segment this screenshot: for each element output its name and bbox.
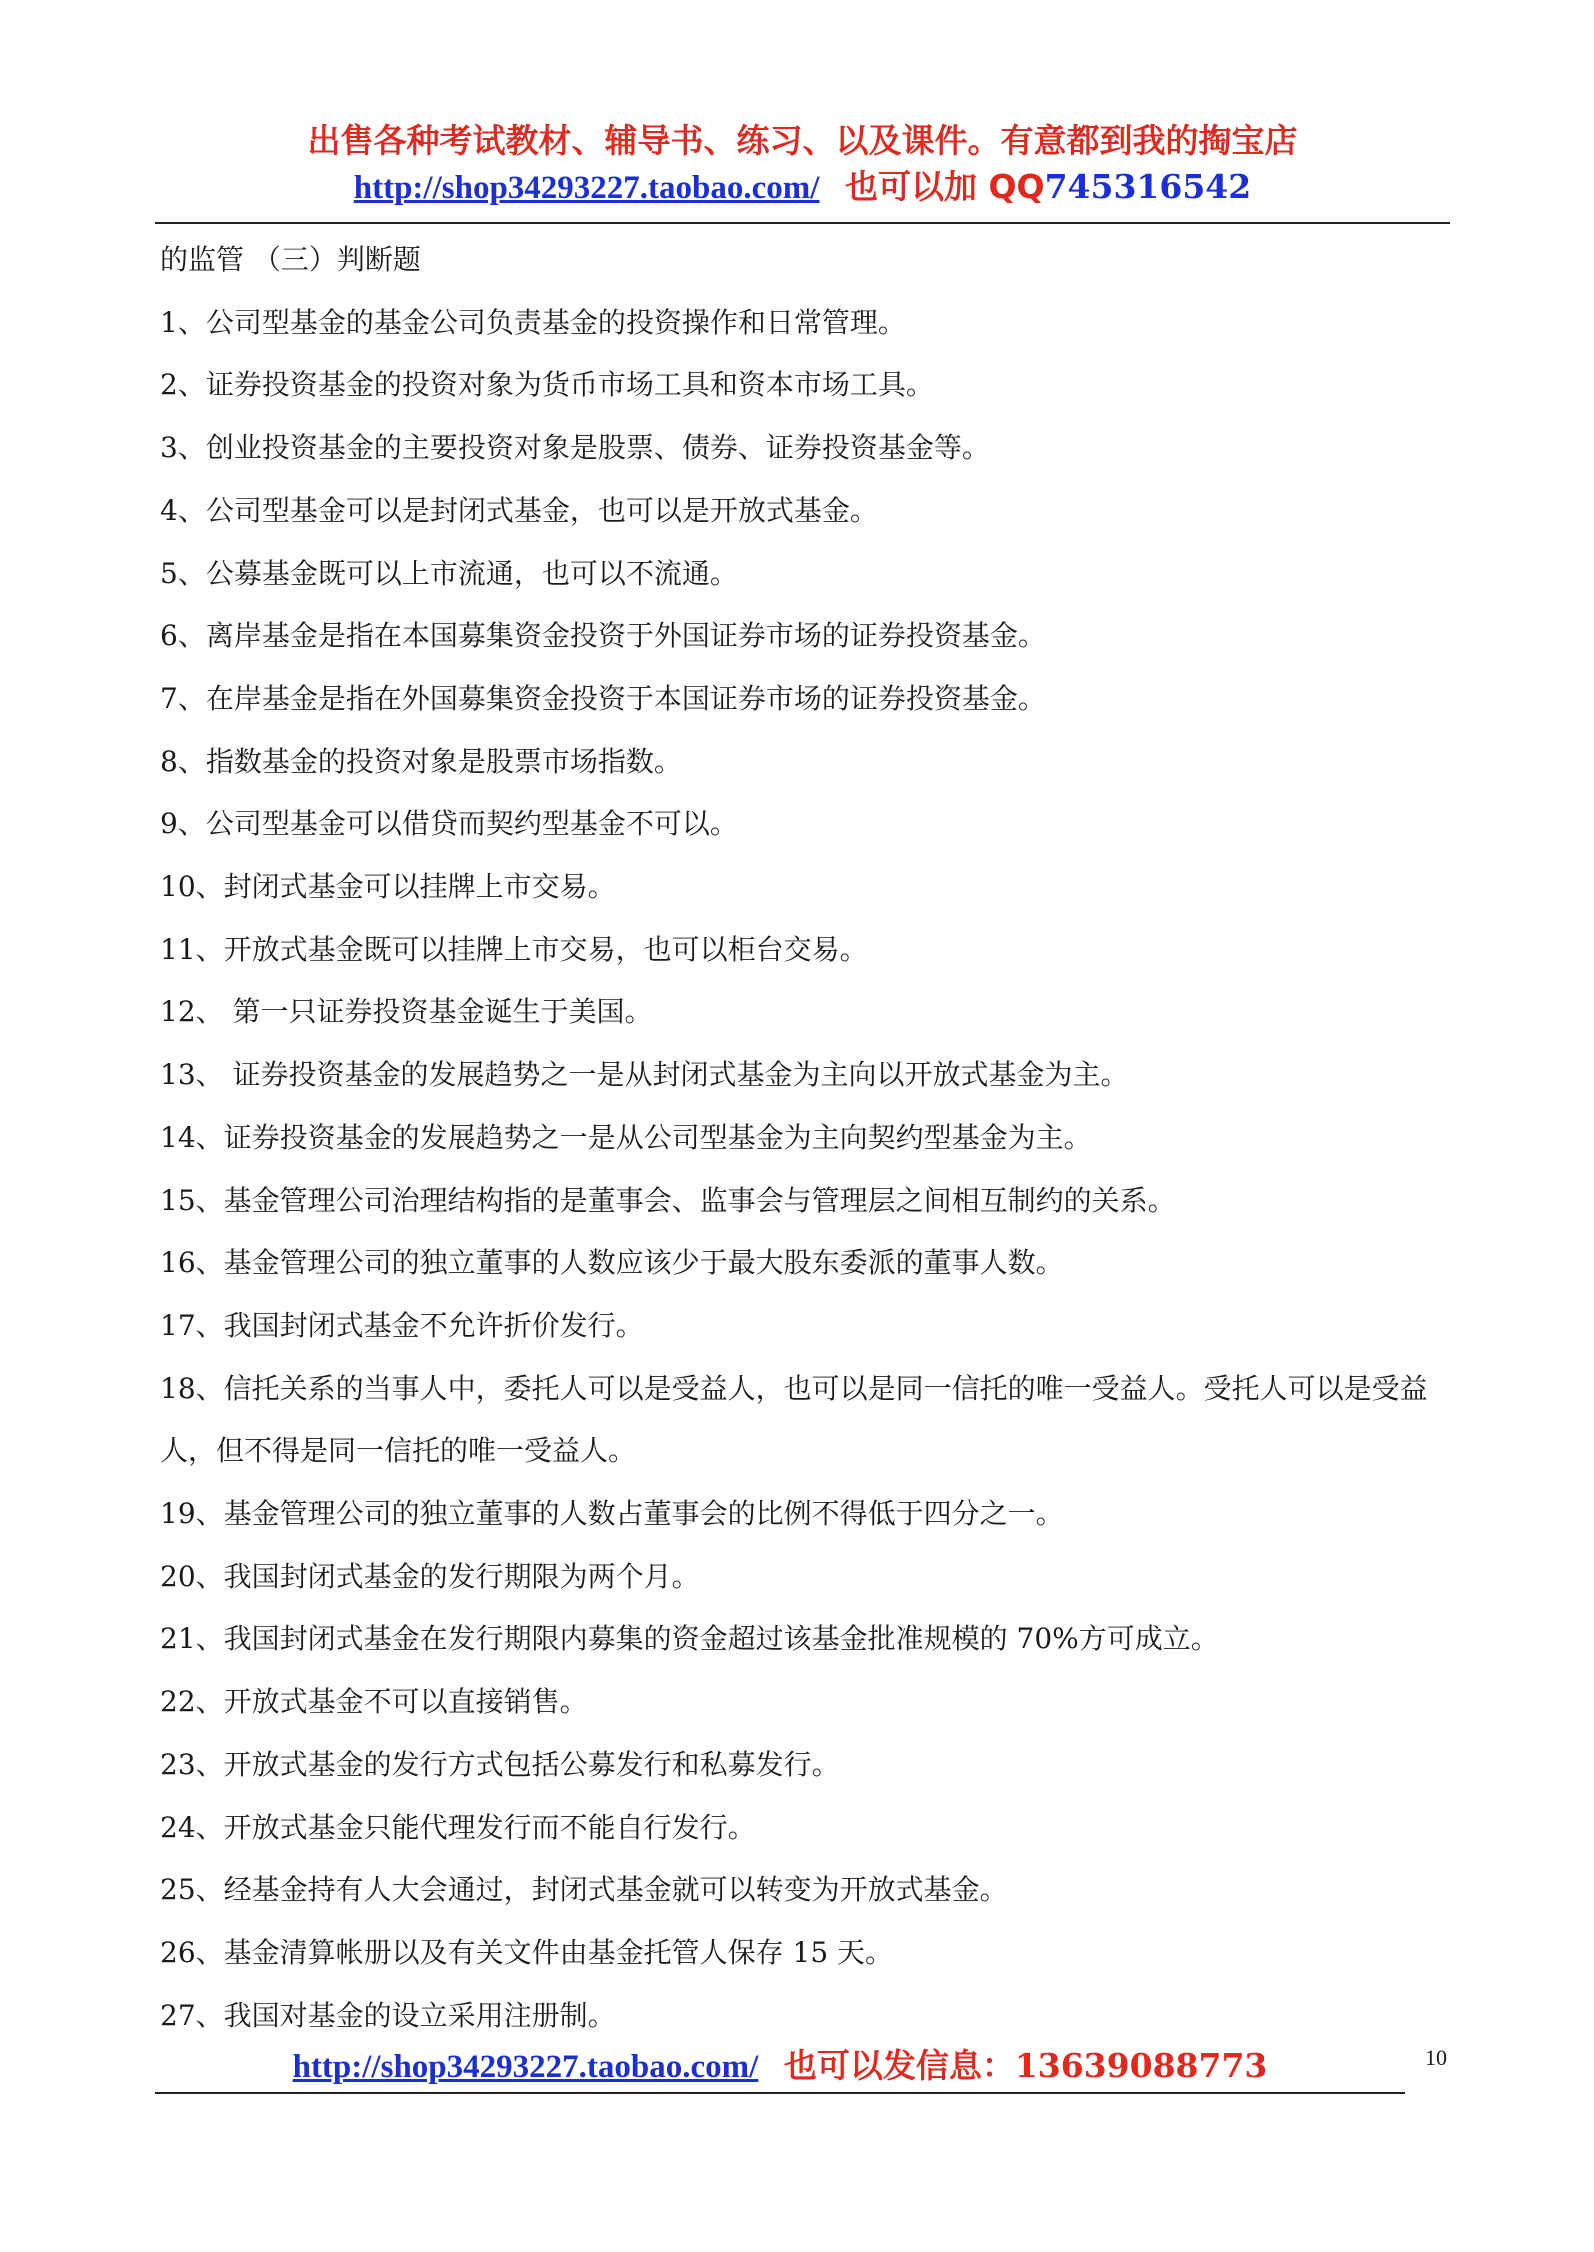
footer-shop-link[interactable]: http://shop34293227.taobao.com/	[292, 2049, 759, 2085]
question-item: 20、我国封闭式基金的发行期限为两个月。	[160, 1559, 700, 1593]
page-header	[155, 118, 1450, 211]
question-item: 2、证券投资基金的投资对象为货币市场工具和资本市场工具。	[160, 368, 934, 402]
question-item: 27、我国对基金的设立采用注册制。	[160, 1998, 616, 2032]
question-item: 7、在岸基金是指在外国募集资金投资于本国证券市场的证券投资基金。	[160, 681, 1046, 715]
question-item: 18、信托关系的当事人中，委托人可以是受益人，也可以是同一信托的唯一受益人。受托人可以是受益人，但不得是同一信托的唯一受益人。	[160, 1371, 1428, 1468]
footer-phone: 13639088773	[1014, 2046, 1268, 2085]
question-item: 10、封闭式基金可以挂牌上市交易。	[160, 870, 616, 904]
question-item: 12、 第一只证券投资基金诞生于美国。	[160, 995, 653, 1029]
header-qq-prefix: 也可以加 QQ	[844, 167, 1045, 206]
question-item: 9、公司型基金可以借贷而契约型基金不可以。	[160, 807, 738, 841]
header-contact-line	[155, 164, 1450, 211]
section-intro: 的监管 （三）判断题	[160, 243, 421, 276]
footer-divider	[155, 2092, 1405, 2094]
question-item: 22、开放式基金不可以直接销售。	[160, 1685, 588, 1719]
question-item: 13、 证券投资基金的发展趋势之一是从封闭式基金为主向以开放式基金为主。	[160, 1058, 1129, 1092]
question-item: 1、公司型基金的基金公司负责基金的投资操作和日常管理。	[160, 305, 906, 339]
question-item: 15、基金管理公司治理结构指的是董事会、监事会与管理层之间相互制约的关系。	[160, 1183, 1176, 1217]
question-item: 21、我国封闭式基金在发行期限内募集的资金超过该基金批准规模的 70%方可成立。	[160, 1622, 1219, 1656]
question-item: 3、创业投资基金的主要投资对象是股票、债券、证券投资基金等。	[160, 431, 990, 465]
question-item: 24、开放式基金只能代理发行而不能自行发行。	[160, 1810, 756, 1844]
question-item: 4、公司型基金可以是封闭式基金，也可以是开放式基金。	[160, 493, 878, 527]
question-item: 11、开放式基金既可以挂牌上市交易，也可以柜台交易。	[160, 932, 868, 966]
question-item: 23、开放式基金的发行方式包括公募发行和私募发行。	[160, 1747, 840, 1781]
header-advert-text: 出售各种考试教材、辅导书、练习、以及课件。有意都到我的掏宝店	[307, 121, 1298, 160]
question-list	[160, 229, 1450, 2047]
question-item: 25、经基金持有人大会通过，封闭式基金就可以转变为开放式基金。	[160, 1873, 1008, 1907]
question-item: 8、指数基金的投资对象是股票市场指数。	[160, 744, 682, 778]
question-item: 14、证券投资基金的发展趋势之一是从公司型基金为主向契约型基金为主。	[160, 1120, 1092, 1154]
footer-message-prefix: 也可以发信息：	[783, 2046, 1015, 2085]
page-footer	[155, 2043, 1405, 2090]
question-item: 19、基金管理公司的独立董事的人数占董事会的比例不得低于四分之一。	[160, 1497, 1064, 1531]
header-divider	[155, 222, 1450, 224]
question-item: 17、我国封闭式基金不允许折价发行。	[160, 1308, 644, 1342]
header-shop-link[interactable]: http://shop34293227.taobao.com/	[353, 170, 820, 206]
question-item: 6、离岸基金是指在本国募集资金投资于外国证券市场的证券投资基金。	[160, 619, 1046, 653]
header-qq-number: 745316542	[1044, 167, 1252, 206]
question-item: 5、公募基金既可以上市流通，也可以不流通。	[160, 556, 738, 590]
question-item: 26、基金清算帐册以及有关文件由基金托管人保存 15 天。	[160, 1935, 894, 1969]
page-number: 10	[1425, 2045, 1447, 2070]
question-item: 16、基金管理公司的独立董事的人数应该少于最大股东委派的董事人数。	[160, 1246, 1064, 1280]
question-items	[160, 292, 1450, 2048]
